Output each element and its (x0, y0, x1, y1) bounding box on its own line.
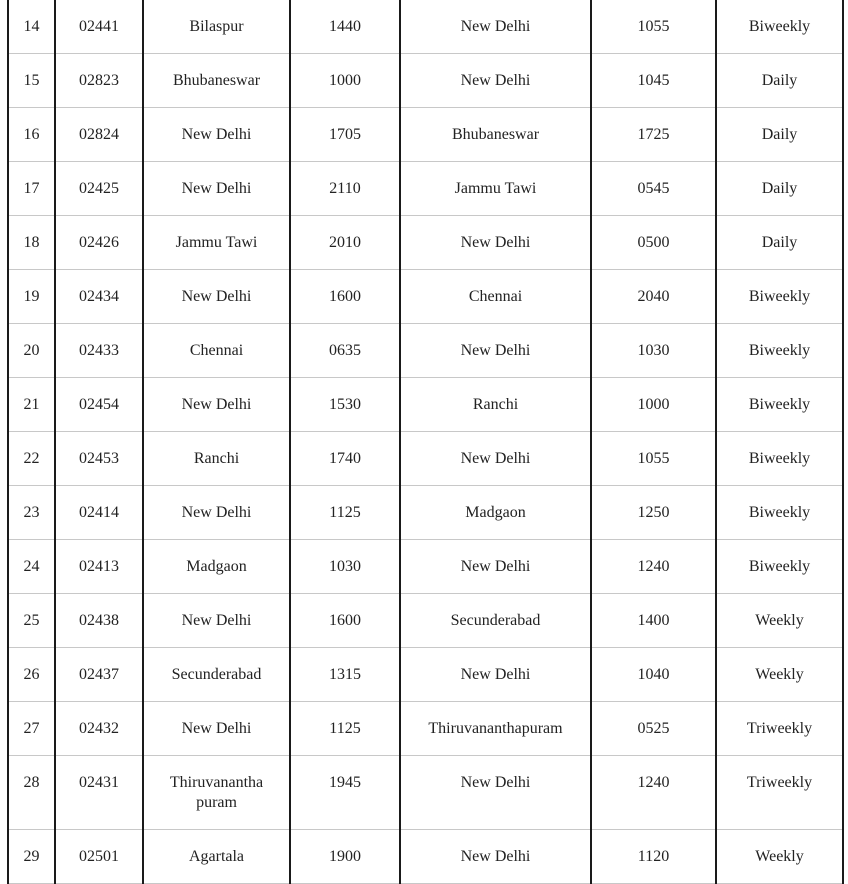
table-row (8, 486, 843, 540)
destination-station-cell: New Delhi (400, 648, 591, 702)
frequency-cell: Daily (716, 108, 843, 162)
departure-time-cell: 1125 (290, 486, 400, 540)
train-number-cell: 02425 (55, 162, 143, 216)
frequency-cell: Biweekly (716, 270, 843, 324)
train-number-cell: 02414 (55, 486, 143, 540)
departure-time-cell: 1740 (290, 432, 400, 486)
train-number-cell: 02438 (55, 594, 143, 648)
destination-station-cell: Bhubaneswar (400, 108, 591, 162)
origin-station-cell: New Delhi (143, 270, 290, 324)
destination-station-cell: New Delhi (400, 756, 591, 830)
serial-number-cell: 20 (8, 324, 55, 378)
table-row (8, 324, 843, 378)
serial-number-cell: 14 (8, 0, 55, 54)
destination-station-cell: New Delhi (400, 324, 591, 378)
table-row (8, 108, 843, 162)
train-number-cell: 02824 (55, 108, 143, 162)
origin-station-cell: Chennai (143, 324, 290, 378)
table-row (8, 378, 843, 432)
frequency-cell: Weekly (716, 830, 843, 884)
destination-station-cell: New Delhi (400, 540, 591, 594)
departure-time-cell: 1900 (290, 830, 400, 884)
arrival-time-cell: 1040 (591, 648, 716, 702)
origin-station-cell: New Delhi (143, 594, 290, 648)
train-number-cell: 02413 (55, 540, 143, 594)
frequency-cell: Triweekly (716, 756, 843, 830)
origin-station-cell: Thiruvanantha puram (143, 756, 290, 830)
frequency-cell: Biweekly (716, 486, 843, 540)
frequency-cell: Triweekly (716, 702, 843, 756)
origin-station-cell: New Delhi (143, 108, 290, 162)
frequency-cell: Biweekly (716, 432, 843, 486)
destination-station-cell: Chennai (400, 270, 591, 324)
origin-station-cell: New Delhi (143, 378, 290, 432)
train-number-cell: 02432 (55, 702, 143, 756)
train-number-cell: 02437 (55, 648, 143, 702)
table-row (8, 162, 843, 216)
departure-time-cell: 1945 (290, 756, 400, 830)
destination-station-cell: Secunderabad (400, 594, 591, 648)
departure-time-cell: 1600 (290, 594, 400, 648)
origin-station-cell: New Delhi (143, 702, 290, 756)
serial-number-cell: 27 (8, 702, 55, 756)
origin-station-cell: Jammu Tawi (143, 216, 290, 270)
arrival-time-cell: 1400 (591, 594, 716, 648)
table-row (8, 0, 843, 54)
serial-number-cell: 25 (8, 594, 55, 648)
arrival-time-cell: 2040 (591, 270, 716, 324)
serial-number-cell: 18 (8, 216, 55, 270)
arrival-time-cell: 1030 (591, 324, 716, 378)
destination-station-cell: Thiruvananthapuram (400, 702, 591, 756)
train-number-cell: 02431 (55, 756, 143, 830)
frequency-cell: Biweekly (716, 378, 843, 432)
departure-time-cell: 0635 (290, 324, 400, 378)
arrival-time-cell: 1000 (591, 378, 716, 432)
train-number-cell: 02823 (55, 54, 143, 108)
serial-number-cell: 16 (8, 108, 55, 162)
table-row (8, 270, 843, 324)
origin-station-cell: Secunderabad (143, 648, 290, 702)
table-row (8, 830, 843, 884)
arrival-time-cell: 1120 (591, 830, 716, 884)
departure-time-cell: 1000 (290, 54, 400, 108)
serial-number-cell: 17 (8, 162, 55, 216)
arrival-time-cell: 1725 (591, 108, 716, 162)
table-row (8, 54, 843, 108)
departure-time-cell: 2010 (290, 216, 400, 270)
arrival-time-cell: 1250 (591, 486, 716, 540)
serial-number-cell: 21 (8, 378, 55, 432)
table-row (8, 216, 843, 270)
departure-time-cell: 1030 (290, 540, 400, 594)
frequency-cell: Biweekly (716, 0, 843, 54)
destination-station-cell: Jammu Tawi (400, 162, 591, 216)
departure-time-cell: 1315 (290, 648, 400, 702)
destination-station-cell: Ranchi (400, 378, 591, 432)
arrival-time-cell: 1045 (591, 54, 716, 108)
departure-time-cell: 1600 (290, 270, 400, 324)
origin-station-cell: Madgaon (143, 540, 290, 594)
arrival-time-cell: 0525 (591, 702, 716, 756)
departure-time-cell: 1530 (290, 378, 400, 432)
train-number-cell: 02434 (55, 270, 143, 324)
serial-number-cell: 26 (8, 648, 55, 702)
serial-number-cell: 24 (8, 540, 55, 594)
train-schedule-table (7, 0, 844, 884)
destination-station-cell: New Delhi (400, 216, 591, 270)
departure-time-cell: 1125 (290, 702, 400, 756)
train-number-cell: 02453 (55, 432, 143, 486)
train-number-cell: 02433 (55, 324, 143, 378)
origin-station-cell: Bhubaneswar (143, 54, 290, 108)
serial-number-cell: 23 (8, 486, 55, 540)
serial-number-cell: 28 (8, 756, 55, 830)
table-row (8, 648, 843, 702)
table-row (8, 702, 843, 756)
serial-number-cell: 15 (8, 54, 55, 108)
departure-time-cell: 2110 (290, 162, 400, 216)
destination-station-cell: New Delhi (400, 54, 591, 108)
train-number-cell: 02441 (55, 0, 143, 54)
origin-station-cell: Agartala (143, 830, 290, 884)
departure-time-cell: 1705 (290, 108, 400, 162)
serial-number-cell: 19 (8, 270, 55, 324)
frequency-cell: Daily (716, 162, 843, 216)
departure-time-cell: 1440 (290, 0, 400, 54)
table-row (8, 540, 843, 594)
origin-station-cell: New Delhi (143, 162, 290, 216)
origin-station-cell: Bilaspur (143, 0, 290, 54)
arrival-time-cell: 1240 (591, 540, 716, 594)
train-number-cell: 02426 (55, 216, 143, 270)
arrival-time-cell: 0500 (591, 216, 716, 270)
frequency-cell: Daily (716, 54, 843, 108)
arrival-time-cell: 0545 (591, 162, 716, 216)
table-row (8, 594, 843, 648)
frequency-cell: Weekly (716, 648, 843, 702)
frequency-cell: Weekly (716, 594, 843, 648)
frequency-cell: Biweekly (716, 324, 843, 378)
frequency-cell: Daily (716, 216, 843, 270)
table-body (8, 0, 843, 884)
frequency-cell: Biweekly (716, 540, 843, 594)
arrival-time-cell: 1055 (591, 432, 716, 486)
table-row (8, 432, 843, 486)
serial-number-cell: 29 (8, 830, 55, 884)
destination-station-cell: New Delhi (400, 0, 591, 54)
train-number-cell: 02501 (55, 830, 143, 884)
arrival-time-cell: 1240 (591, 756, 716, 830)
train-number-cell: 02454 (55, 378, 143, 432)
serial-number-cell: 22 (8, 432, 55, 486)
arrival-time-cell: 1055 (591, 0, 716, 54)
destination-station-cell: New Delhi (400, 432, 591, 486)
table-row (8, 756, 843, 830)
origin-station-cell: New Delhi (143, 486, 290, 540)
destination-station-cell: Madgaon (400, 486, 591, 540)
origin-station-cell: Ranchi (143, 432, 290, 486)
destination-station-cell: New Delhi (400, 830, 591, 884)
